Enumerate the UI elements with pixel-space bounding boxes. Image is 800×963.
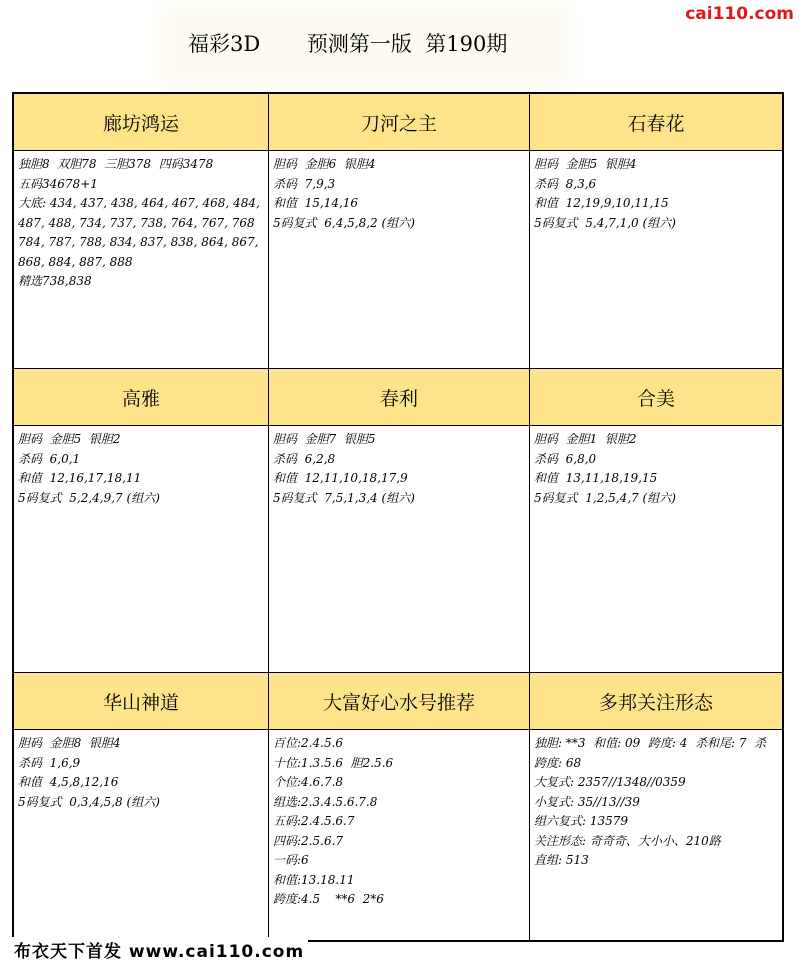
panel-line: 组六复式: 13579 — [534, 814, 629, 828]
panel-line: 直组: 513 — [534, 853, 589, 867]
panel-line: 5码复式 0,3,4,5,8 (组六) — [18, 794, 160, 809]
panel-line: 跨度:4.5 **6 2*6 — [273, 892, 384, 906]
panel-line: 杀码 7,9,3 — [273, 176, 336, 191]
panel-body — [530, 730, 782, 871]
panel-line: 和值 4,5,8,12,16 — [18, 775, 119, 789]
panel-daohe — [269, 94, 530, 369]
panel-body — [530, 426, 782, 508]
panel-body — [14, 730, 268, 812]
panel-line: 杀码 6,2,8 — [273, 451, 336, 466]
panel-title: 大富好心水号推荐 — [269, 673, 529, 730]
panel-title: 多邦关注形态 — [530, 673, 782, 730]
panel-line: 5码复式 5,4,7,1,0 (组六) — [534, 215, 676, 230]
panel-line: 和值:13.18.11 — [273, 872, 355, 887]
panel-title: 石春花 — [530, 94, 782, 151]
panel-line: 一码:6 — [273, 853, 309, 867]
panel-line: 四码:2.5.6.7 — [273, 833, 344, 848]
panel-chunli — [269, 369, 530, 673]
panel-line: 杀码 8,3,6 — [534, 176, 597, 191]
panel-shichunhua — [530, 94, 782, 369]
panel-title: 春利 — [269, 369, 529, 426]
panel-line: 杀码 1,6,9 — [18, 755, 81, 770]
panel-body — [14, 151, 268, 292]
panel-line: 5码复式 6,4,5,8,2 (组六) — [273, 215, 415, 230]
panel-body — [269, 730, 529, 910]
page-title: 福彩3D 预测第一版 第190期 — [188, 32, 508, 56]
panel-line: 胆码 金胆7 银胆5 — [273, 432, 376, 446]
panel-title: 合美 — [530, 369, 782, 426]
panel-line: 大复式: 2357//1348//0359 — [534, 775, 686, 789]
panel-line: 胆码 金胆6 银胆4 — [273, 157, 376, 171]
panel-body — [269, 426, 529, 508]
panel-line: 精选738,838 — [18, 274, 92, 288]
panel-line: 杀码 6,8,0 — [534, 451, 597, 466]
panel-line: 关注形态: 奇奇奇、大小小、210路 — [534, 833, 721, 848]
panel-line: 5码复式 1,2,5,4,7 (组六) — [534, 490, 676, 505]
panel-line: 五码:2.4.5.6.7 — [273, 814, 355, 828]
panel-line: 5码复式 7,5,1,3,4 (组六) — [273, 490, 415, 505]
footer-caption: 布衣天下首发 www.cai110.com — [10, 937, 308, 962]
panel-title: 高雅 — [14, 369, 268, 426]
panel-line: 独胆8 双胆78 三胆378 四码3478 — [18, 157, 214, 171]
panel-line: 百位:2.4.5.6 — [273, 736, 344, 750]
panel-line: 胆码 金胆1 银胆2 — [534, 432, 637, 446]
panel-line: 和值 12,19,9,10,11,15 — [534, 196, 669, 210]
panel-line: 小复式: 35//13//39 — [534, 794, 640, 809]
panel-line: 大底: 434, 437, 438, 464, 467, 468, 484, 487, 488, 734, 737, 738, 764, 767, 768 — [18, 196, 264, 230]
panel-huashan — [14, 673, 269, 940]
panel-line: 个位:4.6.7.8 — [273, 775, 344, 789]
panel-body — [14, 426, 268, 508]
panel-line: 和值 13,11,18,19,15 — [534, 471, 658, 485]
prediction-grid — [12, 92, 784, 942]
panel-duobang — [530, 673, 782, 940]
panel-line: 784, 787, 788, 834, 837, 838, 864, 867, 868, 884, 887, 888 — [18, 235, 263, 269]
panel-line: 胆码 金胆8 银胆4 — [18, 736, 121, 750]
panel-hemei — [530, 369, 782, 673]
panel-line: 胆码 金胆5 银胆2 — [18, 432, 121, 446]
panel-gaoya — [14, 369, 269, 673]
panel-line: 十位:1.3.5.6 胆2.5.6 — [273, 755, 394, 770]
brand-watermark: cai110.com — [685, 4, 794, 24]
panel-line: 独胆: **3 和值: 09 跨度: 4 杀和尾: 7 杀跨度: 68 — [534, 736, 767, 770]
panel-line: 和值 15,14,16 — [273, 196, 359, 210]
panel-langfang — [14, 94, 269, 369]
panel-title: 华山神道 — [14, 673, 268, 730]
panel-line: 五码34678+1 — [18, 176, 98, 191]
panel-line: 胆码 金胆5 银胆4 — [534, 157, 637, 171]
panel-line: 组选:2.3.4.5.6.7.8 — [273, 794, 378, 809]
panel-body — [530, 151, 782, 233]
panel-line: 杀码 6,0,1 — [18, 451, 81, 466]
panel-title: 刀河之主 — [269, 94, 529, 151]
panel-line: 5码复式 5,2,4,9,7 (组六) — [18, 490, 160, 505]
panel-body — [269, 151, 529, 233]
panel-line: 和值 12,16,17,18,11 — [18, 471, 142, 485]
panel-line: 和值 12,11,10,18,17,9 — [273, 471, 408, 485]
panel-title: 廊坊鸿运 — [14, 94, 268, 151]
panel-dafu — [269, 673, 530, 940]
